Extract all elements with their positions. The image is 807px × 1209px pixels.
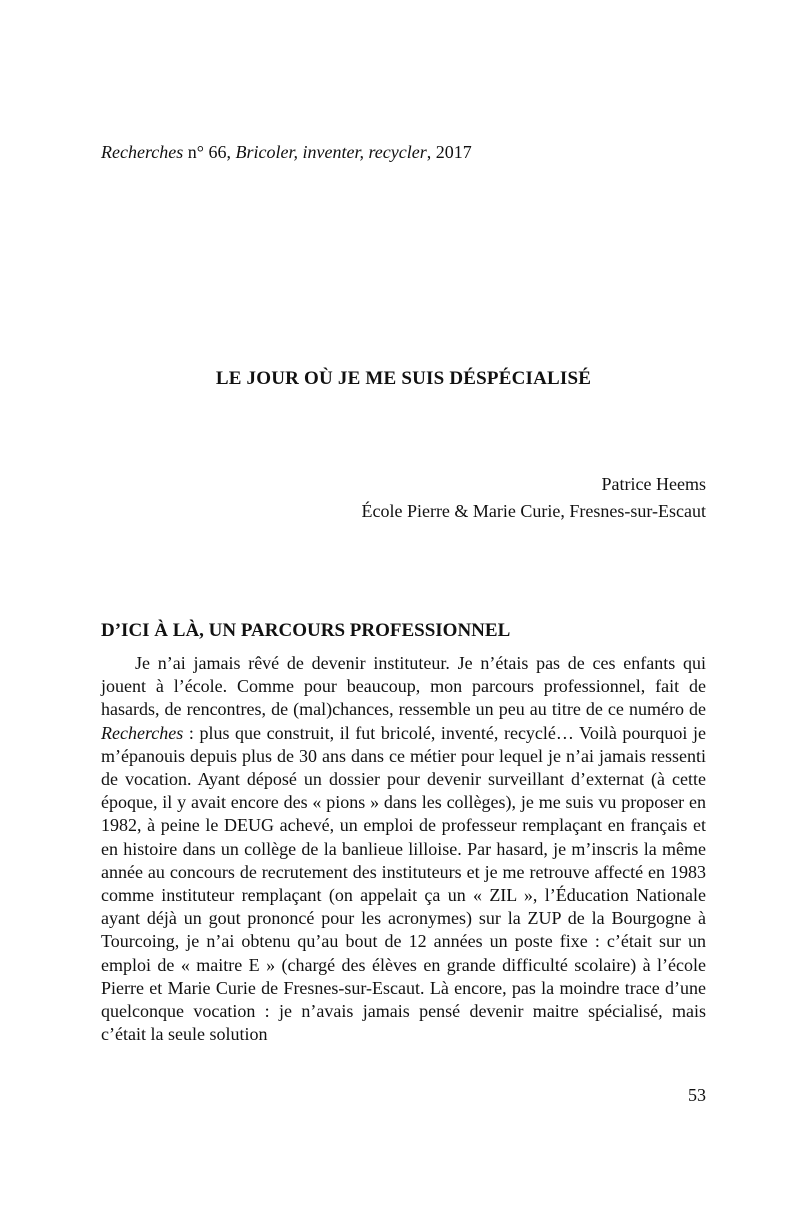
journal-emphasis: Recherches bbox=[101, 722, 184, 743]
paragraph-text: : plus que construit, il fut bricolé, inventé, recyclé… Voilà pourquoi je m’épanouis depuis plus de 30 ans dans ce métier pour lequel je n’ai jamais ressenti de vocation. Ayant déposé un dossier pour devenir surveillant d’externat (à cette époque, il y avait encore des « pions » dans les collèges), je me suis vu proposer en 1982, à peine le DEUG achevé, un emploi de professeur remplaçant en français et en histoire dans un collège de la banlieue lilloise. Par hasard, je m’inscris la même année au concours de recrutement des instituteurs et je me retrouve affecté en 1983 comme instituteur remplaçant (on appelait ça un « ZIL », l’Éducation Nationale ayant déjà un gout prononcé pour les acronymes) sur la ZUP de la Bourgogne à Tourcoing, je n’ai obtenu qu’au bout de 12 années un poste fixe : c’était sur un emploi de « maitre E » (chargé des élèves en grande difficulté scolaire) à l’école Pierre et Marie Curie de Fresnes-sur-Escaut. Là encore, pas la moindre trace d’une quelconque vocation : je n’avais jamais pensé devenir maitre spécialisé, mais c’était la seule solution bbox=[101, 722, 706, 1045]
article-title: LE JOUR OÙ JE ME SUIS DÉSPÉCIALISÉ bbox=[215, 368, 592, 389]
author-block bbox=[361, 471, 706, 525]
paragraph bbox=[101, 652, 706, 1046]
paragraph-text: Je n’ai jamais rêvé de devenir instituteur. Je n’étais pas de ces enfants qui jouent à l’école. Comme pour beaucoup, mon parcours professionnel, fait de hasards, de rencontres, de (mal)chances, ressemble un peu au titre de ce numéro de bbox=[101, 653, 706, 720]
issue-number: n° 66, bbox=[183, 142, 236, 162]
issue-year: , 2017 bbox=[426, 142, 472, 162]
section-heading: D’ICI À LÀ, UN PARCOURS PROFESSIONNEL bbox=[101, 620, 511, 641]
author-name: Patrice Heems bbox=[601, 474, 706, 494]
author-affiliation: École Pierre & Marie Curie, Fresnes-sur-Escaut bbox=[361, 501, 706, 521]
page-number: 53 bbox=[688, 1085, 706, 1105]
body-text bbox=[101, 652, 706, 1046]
journal-name: Recherches bbox=[101, 142, 184, 162]
issue-theme: Bricoler, inventer, recycler bbox=[235, 142, 427, 162]
running-header bbox=[101, 142, 472, 163]
